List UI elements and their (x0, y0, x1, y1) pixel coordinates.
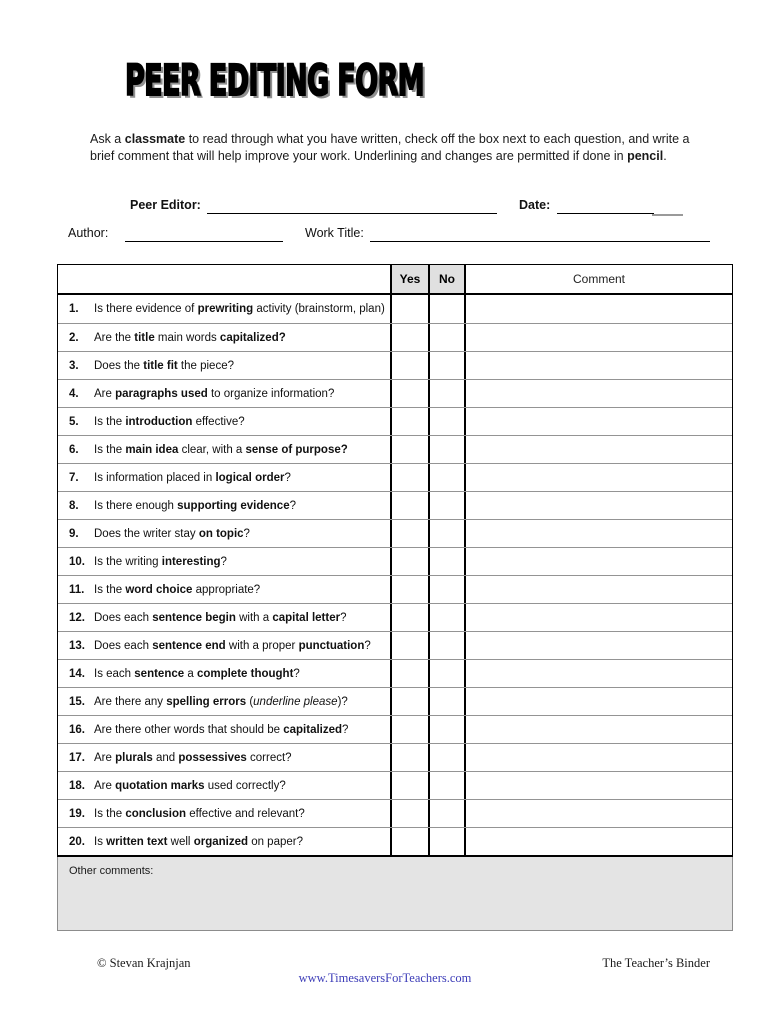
question-number: 8. (69, 499, 79, 512)
yes-checkbox-cell[interactable] (390, 688, 428, 715)
table-row (58, 463, 732, 491)
question-text: Does each sentence begin with a capital letter? (94, 611, 347, 624)
table-row (58, 603, 732, 631)
table-row (58, 547, 732, 575)
table-row (58, 435, 732, 463)
question-cell (58, 548, 390, 575)
checklist-body (58, 295, 732, 855)
question-text: Is there enough supporting evidence? (94, 499, 296, 512)
comment-cell[interactable] (464, 520, 732, 547)
yes-checkbox-cell[interactable] (390, 408, 428, 435)
question-text: Is written text well organized on paper? (94, 835, 303, 848)
table-row (58, 659, 732, 687)
yes-checkbox-cell[interactable] (390, 660, 428, 687)
no-checkbox-cell[interactable] (428, 436, 464, 463)
question-text: Are paragraphs used to organize information? (94, 387, 335, 400)
yes-checkbox-cell[interactable] (390, 632, 428, 659)
yes-checkbox-cell[interactable] (390, 576, 428, 603)
question-cell (58, 492, 390, 519)
table-row (58, 715, 732, 743)
author-line[interactable] (125, 226, 283, 242)
question-cell (58, 520, 390, 547)
question-cell (58, 576, 390, 603)
question-text: Is the word choice appropriate? (94, 583, 261, 596)
table-row (58, 687, 732, 715)
question-text: Is each sentence a complete thought? (94, 667, 300, 680)
question-number: 12. (69, 611, 85, 624)
question-cell (58, 604, 390, 631)
question-number: 15. (69, 695, 85, 708)
peer-editor-line[interactable] (207, 198, 497, 214)
comment-cell[interactable] (464, 744, 732, 771)
comment-cell[interactable] (464, 408, 732, 435)
yes-checkbox-cell[interactable] (390, 772, 428, 799)
date-line-extra[interactable] (652, 199, 683, 216)
question-text: Are there any spelling errors (underline please)? (94, 695, 348, 708)
no-checkbox-cell[interactable] (428, 688, 464, 715)
yes-checkbox-cell[interactable] (390, 324, 428, 351)
question-number: 9. (69, 527, 79, 540)
comment-cell[interactable] (464, 352, 732, 379)
question-cell (58, 772, 390, 799)
question-text: Are there other words that should be capitalized? (94, 723, 349, 736)
no-checkbox-cell[interactable] (428, 408, 464, 435)
question-number: 20. (69, 835, 85, 848)
question-number: 6. (69, 443, 79, 456)
question-number: 17. (69, 751, 85, 764)
no-checkbox-cell[interactable] (428, 632, 464, 659)
comment-cell[interactable] (464, 576, 732, 603)
yes-checkbox-cell[interactable] (390, 716, 428, 743)
comment-cell[interactable] (464, 464, 732, 491)
work-title-label: Work Title: (305, 226, 364, 240)
author-worktitle-row (0, 226, 770, 244)
question-cell (58, 380, 390, 407)
question-text: Are quotation marks used correctly? (94, 779, 286, 792)
comment-cell[interactable] (464, 800, 732, 827)
table-row (58, 631, 732, 659)
question-cell (58, 660, 390, 687)
table-row (58, 351, 732, 379)
table-row (58, 379, 732, 407)
question-number: 5. (69, 415, 79, 428)
comment-cell[interactable] (464, 716, 732, 743)
yes-checkbox-cell[interactable] (390, 800, 428, 827)
comment-cell[interactable] (464, 660, 732, 687)
no-checkbox-cell[interactable] (428, 295, 464, 323)
yes-checkbox-cell[interactable] (390, 828, 428, 855)
date-label: Date: (519, 198, 551, 212)
author-label: Author: (68, 226, 109, 240)
question-text: Does the title fit the piece? (94, 359, 234, 372)
footer-website-link[interactable]: www.TimesaversForTeachers.com (298, 971, 472, 985)
comment-cell[interactable] (464, 548, 732, 575)
question-number: 18. (69, 779, 85, 792)
no-checkbox-cell[interactable] (428, 772, 464, 799)
footer-copyright: © Stevan Krajnjan (97, 956, 191, 970)
yes-checkbox-cell[interactable] (390, 380, 428, 407)
table-row (58, 799, 732, 827)
question-text: Does each sentence end with a proper punctuation? (94, 639, 371, 652)
question-cell (58, 716, 390, 743)
peer-editor-label: Peer Editor: (130, 198, 201, 212)
no-checkbox-cell[interactable] (428, 660, 464, 687)
question-cell (58, 324, 390, 351)
question-text: Does the writer stay on topic? (94, 527, 250, 540)
question-number: 2. (69, 331, 79, 344)
yes-checkbox-cell[interactable] (390, 492, 428, 519)
yes-checkbox-cell[interactable] (390, 604, 428, 631)
other-comments-box[interactable] (57, 857, 733, 931)
no-checkbox-cell[interactable] (428, 520, 464, 547)
yes-checkbox-cell[interactable] (390, 520, 428, 547)
question-number: 11. (69, 583, 85, 596)
checklist-table (57, 264, 733, 857)
table-row (58, 519, 732, 547)
comment-cell[interactable] (464, 380, 732, 407)
no-checkbox-cell[interactable] (428, 576, 464, 603)
yes-checkbox-cell[interactable] (390, 352, 428, 379)
comment-cell[interactable] (464, 324, 732, 351)
question-cell (58, 352, 390, 379)
instructions-paragraph: Ask a classmate to read through what you have written, check off the box next to each question, and write a brief comment that will help improve your work. Underlining and changes are permitted if done in pencil. (90, 132, 690, 163)
table-row (58, 295, 732, 323)
comment-cell[interactable] (464, 828, 732, 855)
yes-checkbox-cell[interactable] (390, 744, 428, 771)
question-text: Is the conclusion effective and relevant? (94, 807, 305, 820)
date-line[interactable] (557, 198, 654, 214)
question-column-header (58, 265, 390, 293)
question-number: 14. (69, 667, 85, 680)
table-row (58, 323, 732, 351)
peer-editor-date-row (0, 198, 770, 216)
question-number: 7. (69, 471, 79, 484)
question-number: 16. (69, 723, 85, 736)
no-checkbox-cell[interactable] (428, 548, 464, 575)
yes-checkbox-cell[interactable] (390, 548, 428, 575)
question-text: Is information placed in logical order? (94, 471, 291, 484)
no-checkbox-cell[interactable] (428, 380, 464, 407)
question-text: Are plurals and possessives correct? (94, 751, 292, 764)
question-cell (58, 408, 390, 435)
question-cell (58, 632, 390, 659)
no-checkbox-cell[interactable] (428, 744, 464, 771)
question-text: Is there evidence of prewriting activity (brainstorm, plan) (94, 303, 385, 315)
no-checkbox-cell[interactable] (428, 716, 464, 743)
comment-cell[interactable] (464, 632, 732, 659)
no-checkbox-cell[interactable] (428, 352, 464, 379)
comment-cell[interactable] (464, 772, 732, 799)
no-column-header: No (428, 265, 464, 293)
question-cell (58, 436, 390, 463)
page-title: PEER EDITING FORM (125, 54, 424, 106)
table-row (58, 407, 732, 435)
question-text: Is the main idea clear, with a sense of purpose? (94, 443, 348, 456)
table-row (58, 491, 732, 519)
question-text: Are the title main words capitalized? (94, 331, 286, 344)
no-checkbox-cell[interactable] (428, 828, 464, 855)
work-title-line[interactable] (370, 226, 710, 242)
question-cell (58, 800, 390, 827)
question-number: 19. (69, 807, 85, 820)
question-number: 13. (69, 639, 85, 652)
no-checkbox-cell[interactable] (428, 324, 464, 351)
yes-checkbox-cell[interactable] (390, 464, 428, 491)
comment-cell[interactable] (464, 436, 732, 463)
question-text: Is the introduction effective? (94, 415, 245, 428)
question-cell (58, 688, 390, 715)
no-checkbox-cell[interactable] (428, 800, 464, 827)
footer-branding: The Teacher’s Binder (602, 956, 710, 970)
question-cell (58, 828, 390, 855)
yes-checkbox-cell[interactable] (390, 436, 428, 463)
question-text: Is the writing interesting? (94, 555, 227, 568)
other-comments-label: Other comments: (69, 865, 154, 877)
comment-cell[interactable] (464, 295, 732, 323)
question-cell (58, 744, 390, 771)
no-checkbox-cell[interactable] (428, 492, 464, 519)
question-number: 3. (69, 359, 79, 372)
comment-cell[interactable] (464, 688, 732, 715)
table-row (58, 827, 732, 855)
question-number: 1. (69, 303, 79, 315)
table-row (58, 743, 732, 771)
question-number: 10. (69, 555, 85, 568)
table-row (58, 575, 732, 603)
yes-column-header: Yes (390, 265, 428, 293)
checklist-header-row (58, 265, 732, 295)
table-row (58, 771, 732, 799)
question-number: 4. (69, 387, 79, 400)
no-checkbox-cell[interactable] (428, 604, 464, 631)
question-cell (58, 295, 390, 323)
comment-column-header: Comment (464, 265, 732, 293)
question-cell (58, 464, 390, 491)
yes-checkbox-cell[interactable] (390, 295, 428, 323)
no-checkbox-cell[interactable] (428, 464, 464, 491)
comment-cell[interactable] (464, 604, 732, 631)
comment-cell[interactable] (464, 492, 732, 519)
